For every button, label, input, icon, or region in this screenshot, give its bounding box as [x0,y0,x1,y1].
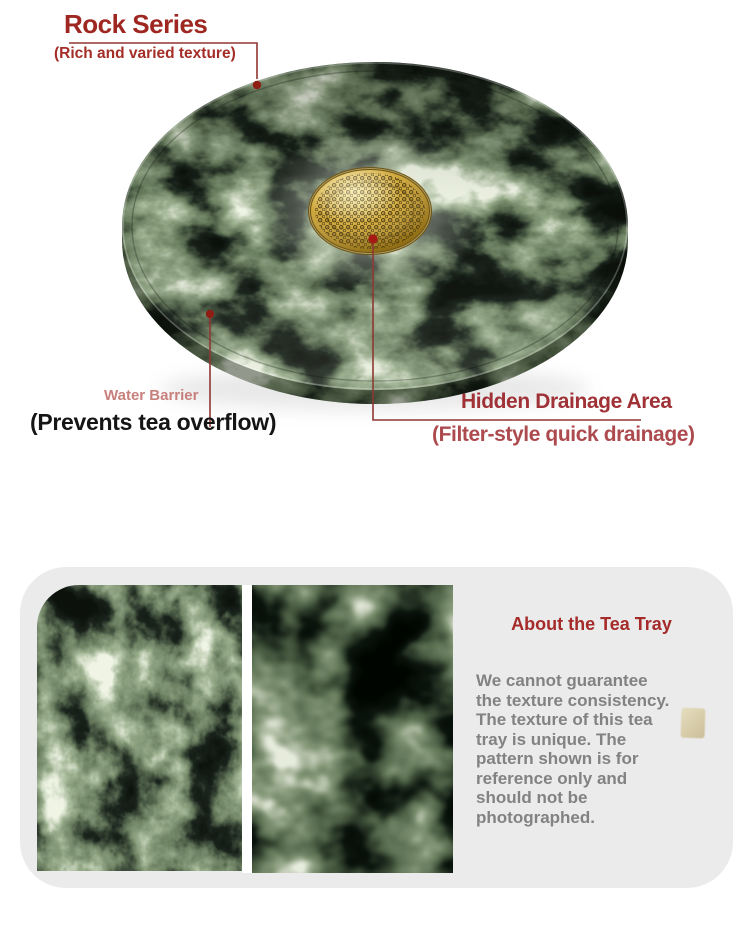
about-title: About the Tea Tray [511,614,672,634]
paper-tape-patch [680,708,705,739]
tea-tray-image [115,57,635,409]
rock-series-subtitle: (Rich and varied texture) [54,45,236,62]
image-divider [242,585,252,873]
rock-series-title: Rock Series [64,9,208,39]
marble-texture-right-image [252,585,453,873]
hidden-drainage-note: (Filter-style quick drainage) [432,423,695,446]
water-barrier-label: Water Barrier [104,387,199,404]
about-panel [20,567,733,888]
hidden-drainage-label: Hidden Drainage Area [461,390,672,413]
water-barrier-note: (Prevents tea overflow) [30,409,277,435]
about-body-text: We cannot guarantee the texture consistency. The texture of this tea tray is unique. The pattern shown is for reference only and should not be photographed. [476,671,670,827]
marble-texture-left-image [37,585,242,871]
gold-drain-cover [308,167,432,255]
